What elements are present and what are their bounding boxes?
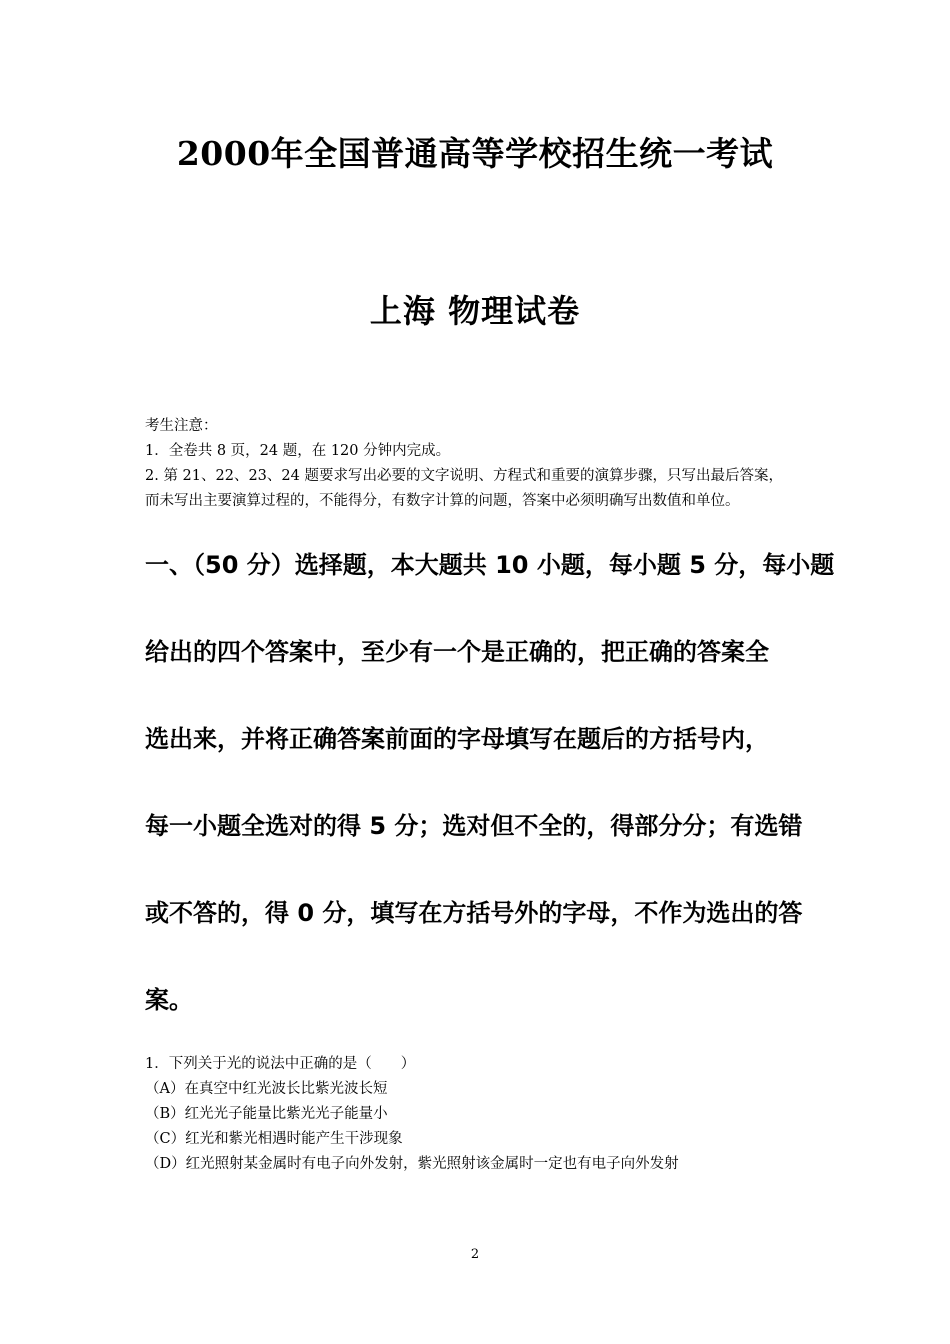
section-heading-line: 案。: [145, 986, 193, 1014]
candidate-notice: [145, 414, 817, 514]
section-heading-line: 或不答的，得 0 分，填写在方括号外的字母，不作为选出的答: [145, 899, 803, 927]
section-heading-line: 给出的四个答案中，至少有一个是正确的，把正确的答案全: [145, 638, 769, 666]
option-a: （A）在真空中红光波长比紫光波长短: [145, 1081, 388, 1097]
exam-title: 2000年全国普通高等学校招生统一考试: [176, 134, 774, 173]
page-number: 2: [470, 1247, 480, 1262]
notice-line: 而未写出主要演算过程的，不能得分，有数字计算的问题，答案中必须明确写出数值和单位。: [145, 493, 740, 509]
section-heading-line: 每一小题全选对的得 5 分；选对但不全的，得部分分；有选错: [145, 812, 803, 840]
notice-line: 1．全卷共 8 页，24 题，在 120 分钟内完成。: [145, 443, 451, 459]
question-1: [145, 1052, 817, 1177]
section-heading-line: 选出来，并将正确答案前面的字母填写在题后的方括号内，: [145, 725, 769, 753]
section-heading: [145, 522, 835, 1044]
section-heading-line: 一、（50 分）选择题，本大题共 10 小题，每小题 5 分，每小题: [145, 551, 835, 579]
option-d: （D）红光照射某金属时有电子向外发射，紫光照射该金属时一定也有电子向外发射: [145, 1156, 679, 1172]
notice-line: 2. 第 21、22、23、24 题要求写出必要的文字说明、方程式和重要的演算步骤，只写出最后答案，: [145, 468, 783, 484]
exam-subtitle: 上海 物理试卷: [369, 292, 581, 330]
option-c: （C）红光和紫光相遇时能产生干涉现象: [145, 1131, 403, 1147]
question-stem: 1．下列关于光的说法中正确的是（ ）: [145, 1056, 416, 1072]
notice-heading: 考生注意：: [145, 418, 218, 434]
option-b: （B）红光光子能量比紫光光子能量小: [145, 1106, 388, 1122]
